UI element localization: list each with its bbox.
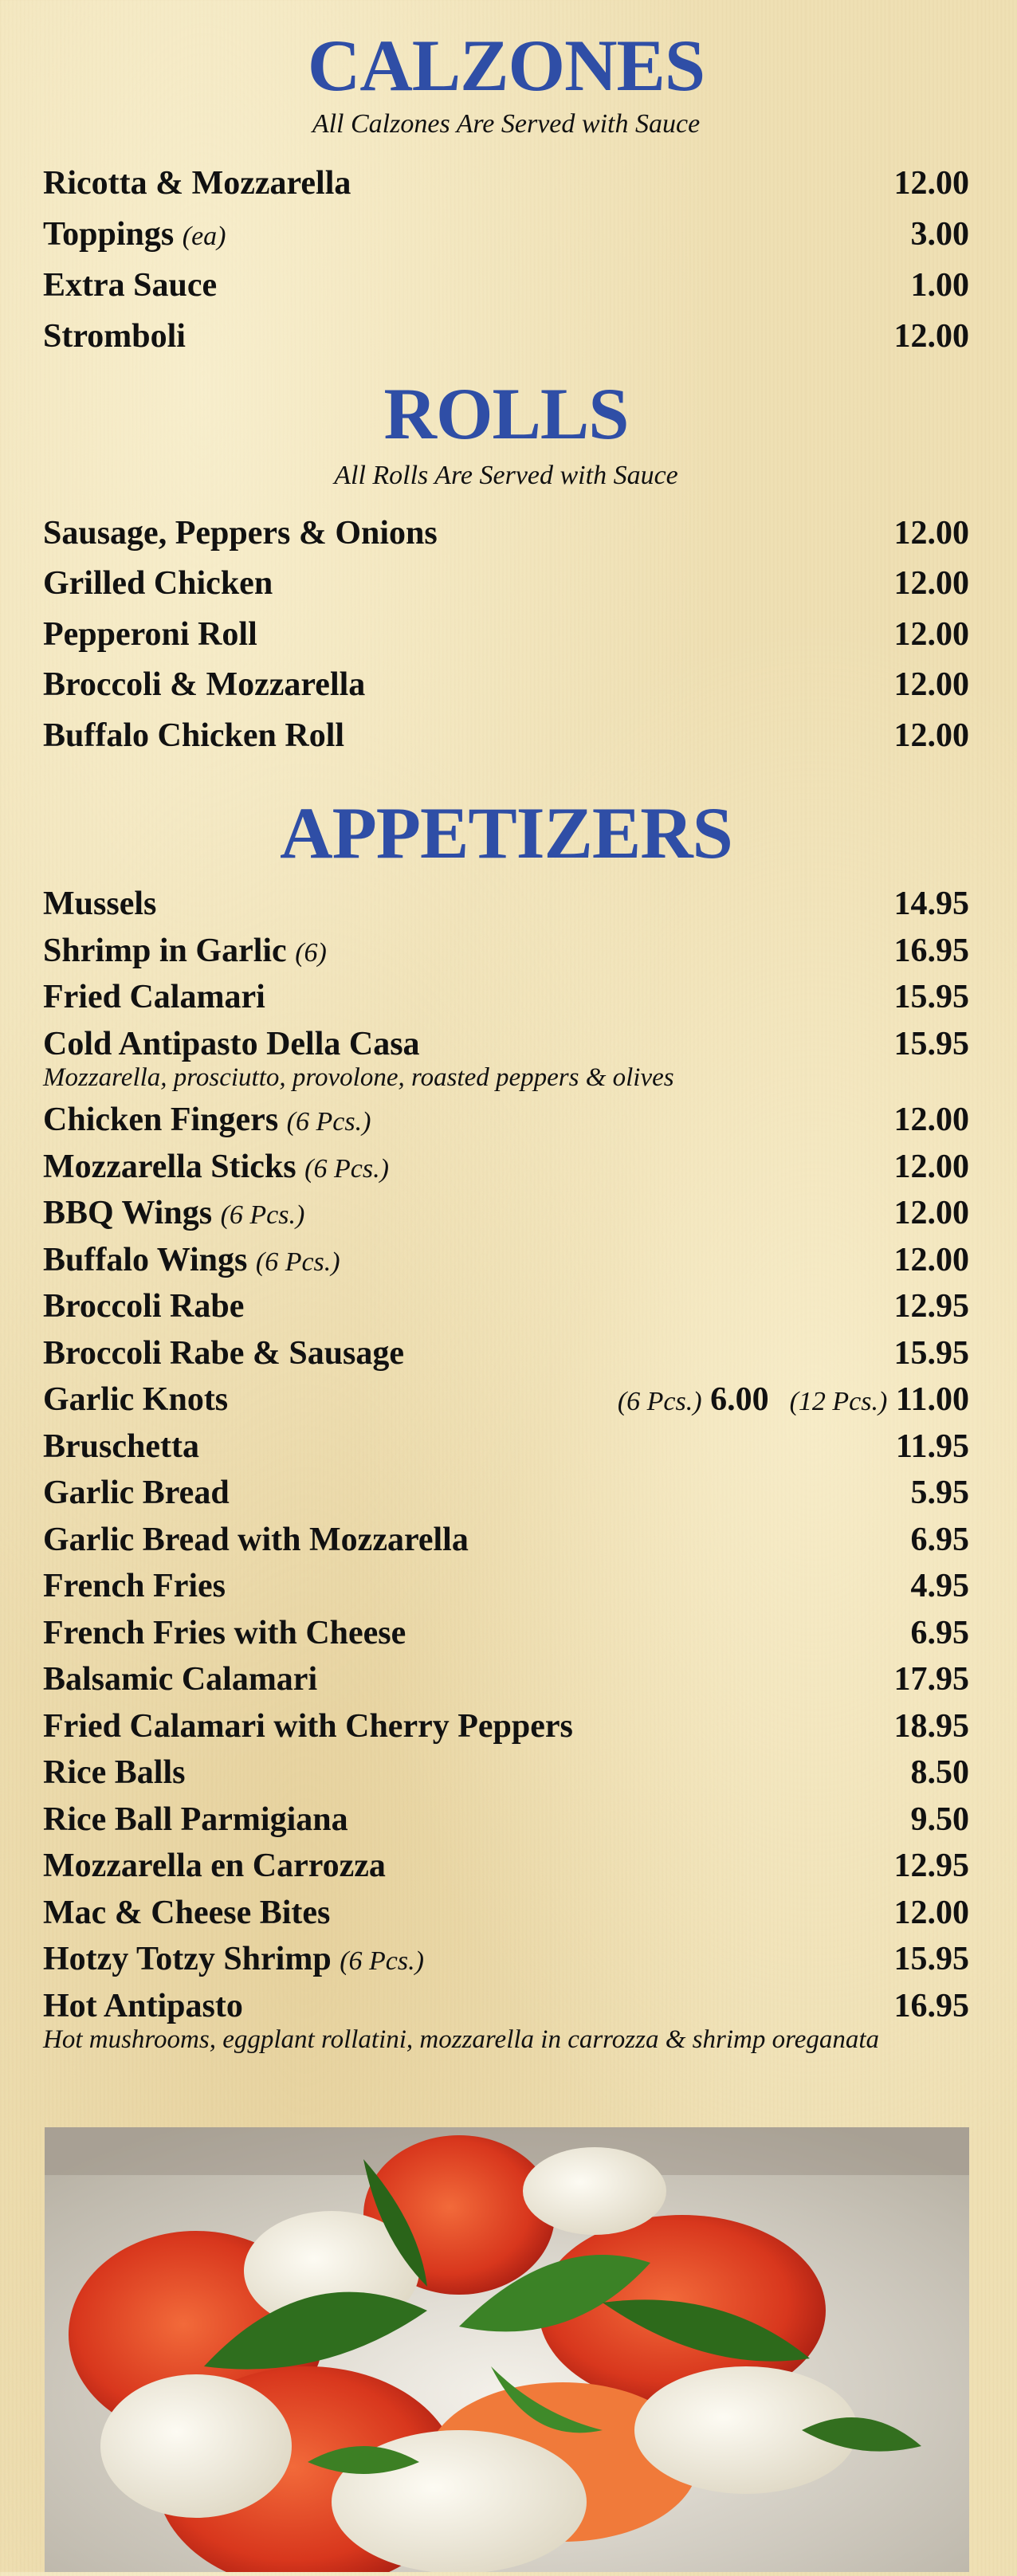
- item-price-group: [911, 266, 970, 304]
- item-name-group: [43, 1101, 371, 1139]
- item-price: 12.00: [893, 615, 969, 653]
- item-price: 15.95: [893, 1941, 969, 1978]
- menu-item: [43, 1703, 969, 1750]
- caprese-image: [45, 2127, 969, 2572]
- item-name: Toppings: [43, 216, 175, 253]
- menu-item: [43, 1097, 969, 1144]
- item-price: 12.00: [893, 717, 969, 754]
- item-price-group: [894, 1334, 970, 1372]
- item-name: Mozzarella en Carrozza: [43, 1848, 386, 1885]
- menu-item: [43, 1144, 969, 1191]
- item-price: 12.00: [893, 1148, 969, 1185]
- caprese-salad-photo: [45, 2127, 969, 2572]
- item-price: 16.95: [893, 1987, 969, 2024]
- item-name: Rice Ball Parmigiana: [43, 1800, 348, 1838]
- item-name: Extra Sauce: [43, 267, 218, 304]
- item-price: 12.00: [893, 318, 969, 355]
- item-price-group: [896, 1427, 969, 1466]
- item-name-group: [43, 1800, 348, 1839]
- item-price-group: [894, 564, 970, 603]
- menu-item: [43, 209, 969, 260]
- item-note: (6 Pcs.): [340, 1946, 424, 1977]
- item-price: 14.95: [893, 886, 969, 923]
- item-list: [43, 508, 969, 761]
- menu-item: [43, 1749, 969, 1797]
- item-name-group: [43, 1334, 404, 1372]
- item-price: 11.95: [895, 1427, 969, 1465]
- item-price-group: [894, 1847, 970, 1885]
- item-name-group: [43, 1847, 386, 1885]
- item-name-group: [43, 1660, 317, 1698]
- menu-item: [43, 1237, 969, 1284]
- item-price: 12.00: [893, 666, 969, 704]
- menu-item: [43, 928, 969, 975]
- item-name-group: [43, 164, 351, 202]
- menu-item: [43, 311, 969, 362]
- item-price: 4.95: [910, 1568, 969, 1605]
- item-name-group: [43, 1707, 573, 1745]
- menu-item: [43, 710, 969, 761]
- menu-item: [43, 1190, 969, 1237]
- item-name: Sausage, Peppers & Onions: [43, 514, 438, 552]
- item-note: (6 Pcs.): [220, 1200, 305, 1231]
- item-name: Hot Antipasto: [43, 1987, 243, 2024]
- item-price: 16.95: [893, 932, 969, 969]
- item-name: Broccoli & Mozzarella: [43, 666, 366, 704]
- menu-item: [43, 1517, 969, 1564]
- item-price-group: [894, 885, 970, 923]
- item-price: 9.50: [910, 1800, 969, 1838]
- item-name-group: [43, 564, 273, 603]
- menu-item: [43, 1797, 969, 1844]
- item-name-group: [43, 1194, 304, 1232]
- item-price-group: [894, 1660, 970, 1698]
- item-name-group: [43, 1025, 420, 1063]
- item-note: (6 Pcs.): [304, 1153, 389, 1184]
- item-description: Hot mushrooms, eggplant rollatini, mozzarella in carrozza & shrimp oreganata: [43, 2025, 880, 2054]
- item-name-group: [43, 1521, 469, 1559]
- item-price-group: [894, 164, 970, 202]
- item-name: Mozzarella Sticks: [43, 1148, 296, 1185]
- item-price-group: [911, 1800, 970, 1839]
- size-label: (6 Pcs.): [617, 1387, 702, 1417]
- item-name-group: [43, 317, 186, 355]
- item-price: 12.00: [893, 1241, 969, 1278]
- item-name-group: [43, 1474, 230, 1512]
- item-price: 18.95: [893, 1707, 969, 1745]
- item-price-group: [911, 1567, 970, 1605]
- item-price-group: [618, 1380, 969, 1419]
- item-name: Garlic Bread: [43, 1475, 230, 1512]
- section-subtitle: All Calzones Are Served with Sauce: [312, 109, 701, 139]
- item-name-group: [43, 1148, 389, 1186]
- item-name-group: [43, 717, 344, 755]
- item-name: Rice Balls: [43, 1754, 186, 1792]
- item-price-group: [894, 317, 970, 355]
- item-price-group: [894, 615, 970, 654]
- item-name-group: [43, 1241, 340, 1279]
- item-name-group: [43, 514, 438, 552]
- item-price-group: [911, 1521, 970, 1559]
- item-price-group: [894, 1148, 970, 1186]
- item-price-group: [894, 978, 970, 1016]
- item-name-group: [43, 1940, 424, 1978]
- menu-item: [43, 1283, 969, 1330]
- item-price-group: [894, 1025, 970, 1063]
- item-name: Mac & Cheese Bites: [43, 1894, 331, 1931]
- item-name: Grilled Chicken: [43, 565, 273, 603]
- menu-item: [43, 881, 969, 928]
- item-name: French Fries: [43, 1568, 226, 1605]
- item-price: 12.00: [893, 1894, 969, 1931]
- item-price: 1.00: [910, 267, 969, 304]
- item-price-group: [911, 215, 970, 253]
- item-name: French Fries with Cheese: [43, 1614, 406, 1651]
- item-name-group: [43, 1987, 243, 2025]
- section-title: APPETIZERS: [280, 792, 732, 874]
- item-name-group: [43, 215, 226, 253]
- item-name-group: [43, 978, 265, 1016]
- item-price-group: [894, 1287, 970, 1325]
- menu-item: [43, 1890, 969, 1937]
- item-name: Ricotta & Mozzarella: [43, 165, 351, 202]
- item-price: 12.95: [893, 1288, 969, 1325]
- item-name-group: [43, 666, 365, 704]
- item-name: Stromboli: [43, 318, 186, 355]
- item-price: 12.00: [893, 165, 969, 202]
- menu-item: [43, 1330, 969, 1377]
- item-price: 12.95: [893, 1848, 969, 1885]
- item-list: [43, 881, 969, 2057]
- item-name-group: [43, 1380, 228, 1419]
- item-price: 15.95: [893, 1025, 969, 1062]
- item-price: 12.00: [893, 514, 969, 552]
- item-name: Balsamic Calamari: [43, 1661, 318, 1698]
- item-note: (6 Pcs.): [286, 1107, 371, 1137]
- item-name: Buffalo Chicken Roll: [43, 717, 345, 754]
- item-name-group: [43, 1753, 185, 1792]
- item-name: Garlic Bread with Mozzarella: [43, 1521, 469, 1558]
- menu-item: [43, 1470, 969, 1517]
- item-name: Broccoli Rabe & Sausage: [43, 1334, 405, 1372]
- item-price-group: [894, 1940, 970, 1978]
- item-price-group: [894, 1894, 970, 1932]
- item-note: (6): [295, 937, 327, 968]
- menu-item: [43, 260, 969, 311]
- item-price-group: [894, 1987, 970, 2025]
- item-name-group: [43, 615, 257, 654]
- item-price: 12.00: [893, 565, 969, 603]
- item-price: 15.95: [893, 979, 969, 1016]
- item-name: Pepperoni Roll: [43, 615, 257, 653]
- item-name: Buffalo Wings: [43, 1241, 248, 1278]
- item-price-group: [894, 1194, 970, 1232]
- item-name-group: [43, 266, 217, 304]
- menu-item: [43, 1563, 969, 1610]
- item-price-group: [894, 932, 970, 970]
- menu-item: [43, 660, 969, 711]
- item-name: Fried Calamari: [43, 979, 265, 1016]
- menu-item: [43, 508, 969, 559]
- item-price: 15.95: [893, 1334, 969, 1372]
- appetizers-section: [43, 793, 969, 2059]
- item-name: Fried Calamari with Cherry Peppers: [43, 1707, 573, 1745]
- item-name-group: [43, 885, 156, 923]
- size-label: (12 Pcs.): [789, 1387, 888, 1417]
- size-price: 6.00: [710, 1381, 769, 1419]
- item-name: Broccoli Rabe: [43, 1288, 245, 1325]
- item-price: 6.95: [910, 1521, 969, 1558]
- section-title: ROLLS: [383, 373, 629, 454]
- item-price: 8.50: [910, 1754, 969, 1792]
- item-price: 12.00: [893, 1101, 969, 1139]
- item-price: 12.00: [893, 1195, 969, 1232]
- menu-item: [43, 158, 969, 209]
- item-name-group: [43, 1894, 330, 1932]
- menu-item: [43, 1423, 969, 1471]
- item-price-group: [894, 514, 970, 552]
- item-note: (ea): [182, 222, 226, 251]
- item-price: 11.00: [895, 1381, 969, 1419]
- item-name: BBQ Wings: [43, 1195, 213, 1232]
- item-list: [43, 158, 969, 362]
- item-price-group: [894, 1241, 970, 1279]
- menu-item: [43, 1610, 969, 1657]
- menu-item: [43, 974, 969, 1021]
- item-name: Mussels: [43, 886, 157, 923]
- item-price-group: [894, 1101, 970, 1139]
- item-name-group: [43, 932, 327, 970]
- item-price-group: [911, 1474, 970, 1512]
- item-description: Mozzarella, prosciutto, provolone, roasted peppers & olives: [43, 1063, 674, 1092]
- menu-item: [43, 1656, 969, 1703]
- menu-item: [43, 1843, 969, 1890]
- item-price-group: [911, 1753, 970, 1792]
- menu-item: [43, 559, 969, 610]
- item-note: (6 Pcs.): [255, 1247, 340, 1277]
- item-price-group: [911, 1614, 970, 1652]
- item-price: 3.00: [910, 216, 969, 253]
- item-price: 6.95: [910, 1614, 969, 1651]
- item-name: Hotzy Totzy Shrimp: [43, 1941, 332, 1978]
- calzones-section: [43, 26, 969, 362]
- section-subtitle: All Rolls Are Served with Sauce: [334, 461, 678, 490]
- item-price-group: [894, 666, 970, 704]
- item-name: Chicken Fingers: [43, 1101, 279, 1139]
- rolls-section: [43, 374, 969, 761]
- item-price-group: [894, 717, 970, 755]
- item-price: 17.95: [893, 1661, 969, 1698]
- item-name-group: [43, 1567, 226, 1605]
- item-name: Bruschetta: [43, 1427, 199, 1465]
- item-name: Garlic Knots: [43, 1381, 229, 1419]
- menu-item: [43, 1376, 969, 1423]
- item-name-group: [43, 1614, 406, 1652]
- section-title: CALZONES: [307, 25, 705, 106]
- item-price: 5.95: [910, 1475, 969, 1512]
- item-name: Cold Antipasto Della Casa: [43, 1025, 420, 1062]
- item-name: Shrimp in Garlic: [43, 932, 287, 969]
- menu-item: [43, 1936, 969, 1983]
- item-name-group: [43, 1287, 244, 1325]
- menu-item: [43, 609, 969, 660]
- item-price-group: [894, 1707, 970, 1745]
- item-name-group: [43, 1427, 199, 1466]
